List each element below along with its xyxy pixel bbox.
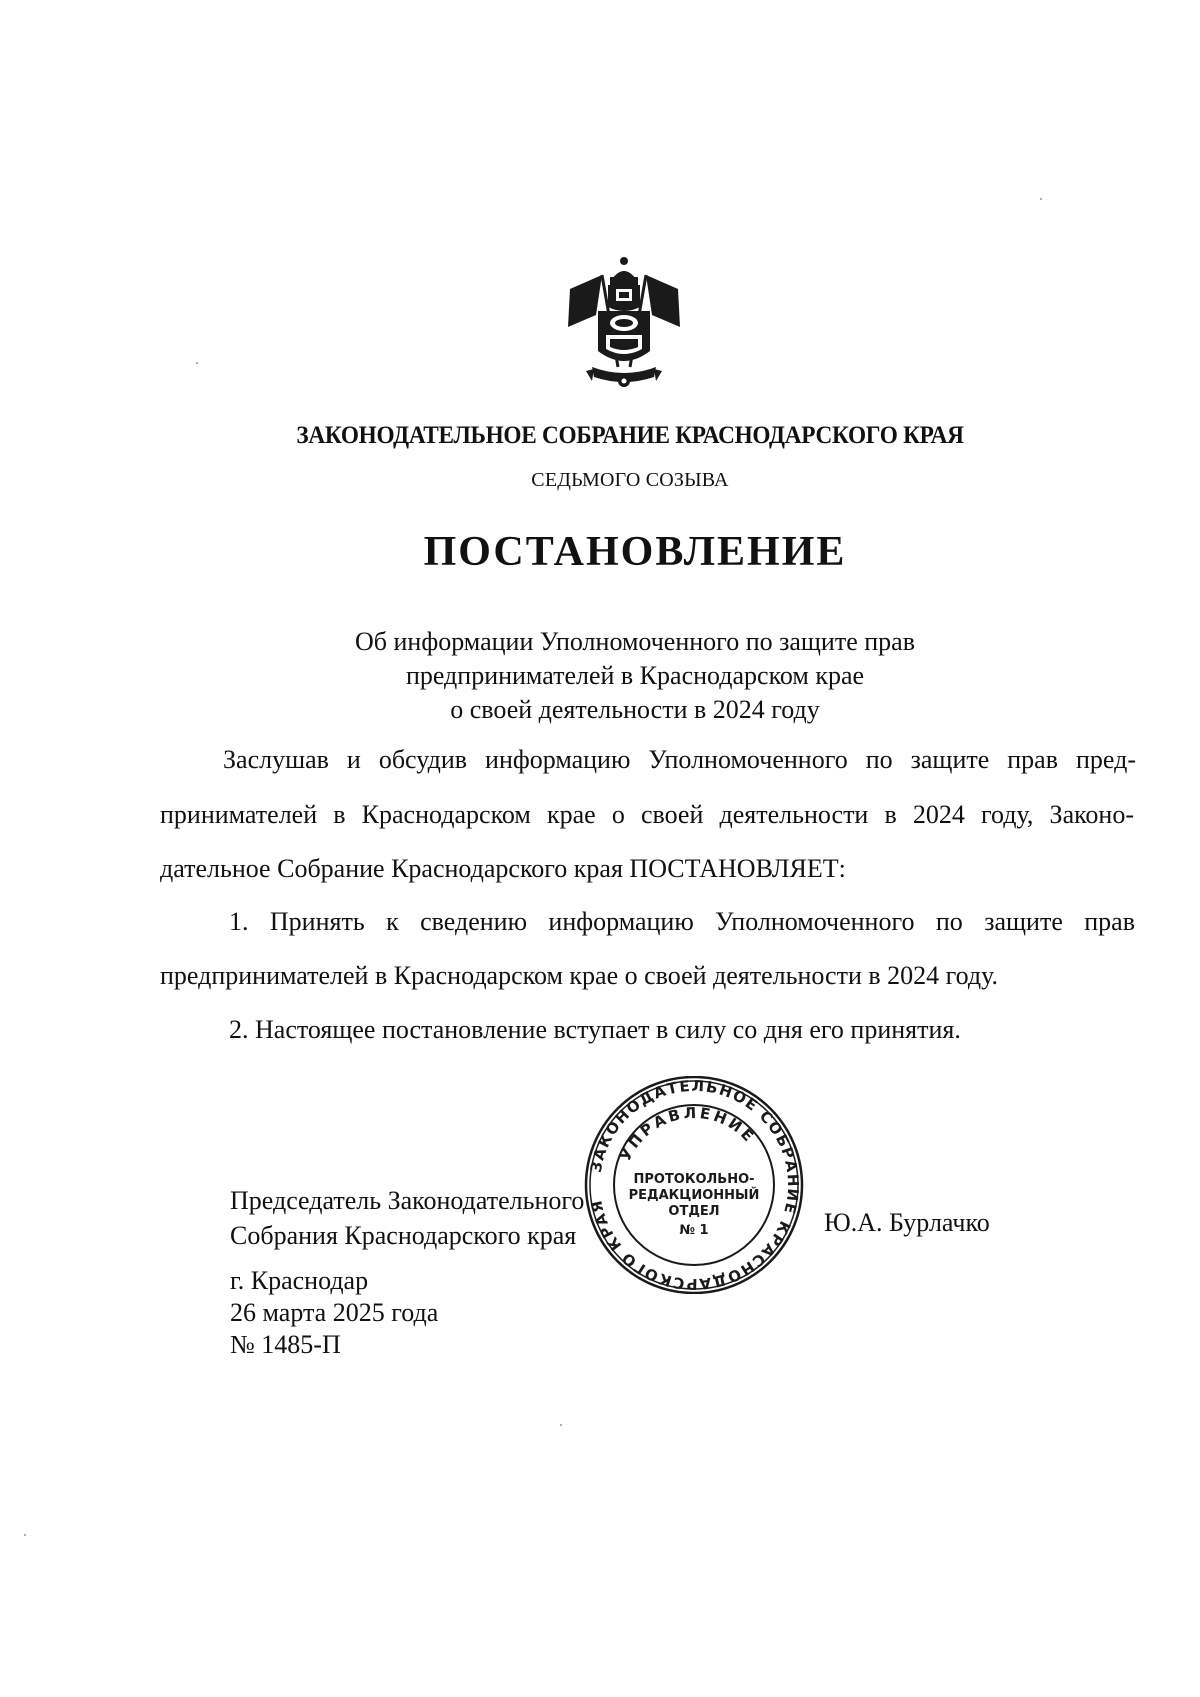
preamble-line: принимателей в Краснодарском крае о своей деятельности в 2024 году, Законо- <box>160 800 1134 829</box>
document-subject <box>0 625 1200 727</box>
seal-center-text: ОТДЕЛ <box>668 1204 720 1219</box>
signatory-position-line: Председатель Законодательного <box>230 1186 585 1215</box>
adoption-date: 26 марта 2025 года <box>230 1298 439 1327</box>
subject-line: Об информации Уполномоченного по защите прав <box>355 627 915 656</box>
official-seal-stamp <box>582 1076 806 1294</box>
seal-outer-text: ЗАКОНОДАТЕЛЬНОЕ СОБРАНИЕ КРАСНОДАРСКОГО КРАЯ <box>586 1076 803 1294</box>
seal-center-text: № 1 <box>679 1223 709 1238</box>
scan-speck <box>560 1424 562 1426</box>
signatory-position-line: Собрания Краснодарского края <box>230 1221 577 1250</box>
scan-speck <box>1040 198 1042 200</box>
subject-line: предпринимателей в Краснодарском крае <box>405 661 865 690</box>
seal-center-text: ПРОТОКОЛЬНО- <box>633 1172 755 1187</box>
subject-line: о своей деятельности в 2024 году <box>450 695 820 724</box>
coat-of-arms-emblem <box>562 255 686 395</box>
convocation: СЕДЬМОГО СОЗЫВА <box>531 469 729 491</box>
organization-title: ЗАКОНОДАТЕЛЬНОЕ СОБРАНИЕ КРАСНОДАРСКОГО КРАЯ <box>296 422 964 449</box>
resolution-item-2: 2. Настоящее постановление вступает в силу со дня его принятия. <box>229 1015 961 1044</box>
scan-speck <box>196 362 198 364</box>
preamble-line: Заслушав и обсудив информацию Уполномоченного по защите прав пред- <box>223 745 1136 774</box>
seal-inner-text: УПРАВЛЕНИЕ <box>616 1103 760 1164</box>
document-type-heading: ПОСТАНОВЛЕНИЕ <box>423 529 847 575</box>
resolution-item-1-line: 1. Принять к сведению информацию Уполномоченного по защите прав <box>229 907 1135 936</box>
signatory-name: Ю.А. Бурлачко <box>824 1208 990 1237</box>
scan-speck <box>24 1534 26 1536</box>
place-of-adoption: г. Краснодар <box>230 1266 369 1295</box>
document-number: № 1485-П <box>230 1330 341 1359</box>
resolution-item-1-line: предпринимателей в Краснодарском крае о своей деятельности в 2024 году. <box>160 961 999 990</box>
seal-center-text: РЕДАКЦИОННЫЙ <box>628 1188 760 1203</box>
preamble-line: дательное Собрание Краснодарского края ПОСТАНОВЛЯЕТ: <box>160 854 846 883</box>
